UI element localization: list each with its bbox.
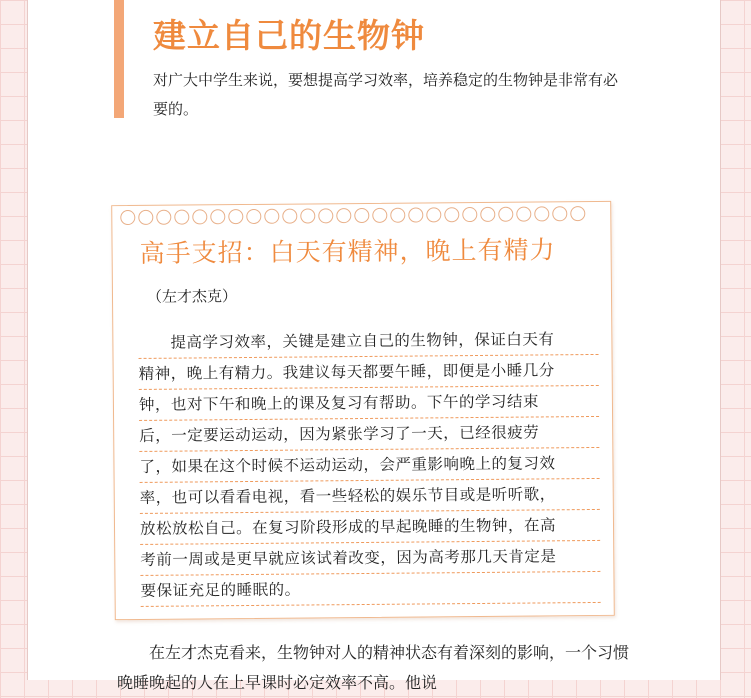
notepad-ring xyxy=(444,207,459,222)
notepad-ring xyxy=(210,209,225,224)
note-line: 率，也可以看看电视，看一些轻松的娱乐节目或是听听歌， xyxy=(140,479,600,514)
notepad-ring xyxy=(462,207,477,222)
section-accent-bar xyxy=(114,0,124,118)
note-line: 提高学习效率，关键是建立自己的生物钟，保证白天有 xyxy=(138,324,598,359)
notepad-ring xyxy=(354,208,369,223)
notepad-ring xyxy=(372,208,387,223)
notepad-ring xyxy=(264,209,279,224)
section-title: 建立自己的生物钟 xyxy=(153,16,425,55)
notepad-box xyxy=(111,201,615,620)
notepad-ring xyxy=(246,209,261,224)
note-line: 要保证充足的睡眠的。 xyxy=(140,572,600,607)
notepad-ring xyxy=(336,208,351,223)
notepad-ring xyxy=(318,208,333,223)
notepad-ring xyxy=(534,206,549,221)
note-line: 后，一定要运动运动，因为紧张学习了一天，已经很疲劳 xyxy=(139,417,599,452)
notepad-ring xyxy=(228,209,243,224)
note-author: （左才杰克） xyxy=(146,287,238,306)
notepad-ring xyxy=(570,206,585,221)
notepad-ring xyxy=(120,210,135,225)
notepad-ring xyxy=(552,206,567,221)
notepad-ring xyxy=(516,207,531,222)
notepad-ring xyxy=(480,207,495,222)
notepad-ring xyxy=(174,210,189,225)
section-intro: 对广大中学生来说，要想提高学习效率，培养稳定的生物钟是非常有必要的。 xyxy=(153,71,619,118)
notepad-ring xyxy=(390,208,405,223)
note-line: 钟，也对下午和晚上的课及复习有帮助。下午的学习结束 xyxy=(139,386,599,421)
note-line: 了，如果在这个时候不运动运动，会严重影响晚上的复习效 xyxy=(139,448,599,483)
notepad-ring xyxy=(156,210,171,225)
notepad-ring xyxy=(282,209,297,224)
notepad-ring xyxy=(300,208,315,223)
notepad-ring xyxy=(192,209,207,224)
notepad-ring xyxy=(408,207,423,222)
notepad-ring xyxy=(426,207,441,222)
note-title: 高手支招：白天有精神，晚上有精力 xyxy=(139,235,556,268)
note-line: 精神，晚上有精力。我建议每天都要午睡，即便是小睡几分 xyxy=(139,355,599,390)
note-line: 放松放松自己。在复习阶段形成的早起晚睡的生物钟，在高 xyxy=(140,510,600,545)
note-line: 考前一周或是更早就应该试着改变，因为高考那几天肯定是 xyxy=(140,541,600,576)
note-body xyxy=(138,324,600,607)
notepad-ring xyxy=(498,207,513,222)
notepad-rings xyxy=(120,206,606,228)
notepad-ring xyxy=(138,210,153,225)
body-paragraph: 在左才杰克看来，生物钟对人的精神状态有着深刻的影响，一个习惯晚睡晚起的人在上早课时必定效率不高。他说 xyxy=(117,643,630,692)
